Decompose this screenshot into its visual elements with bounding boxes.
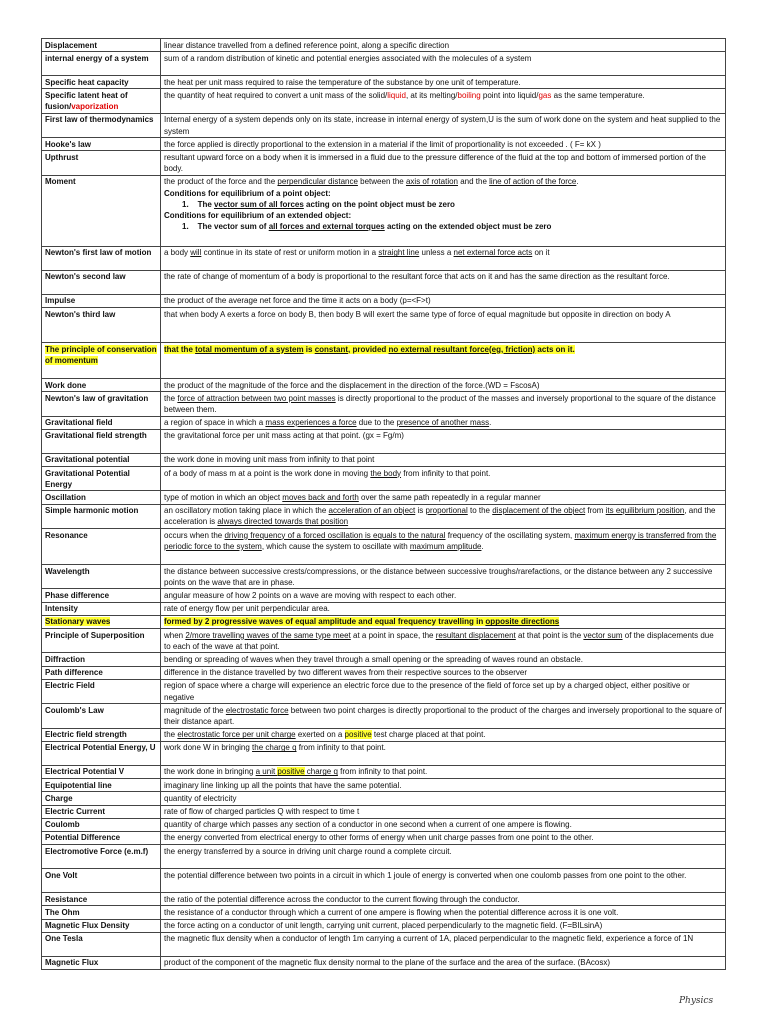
term-cell: Electrical Potential Energy, U (42, 741, 161, 765)
table-row (42, 39, 726, 52)
keyword-underlined: all forces and external torques (268, 222, 385, 232)
definition-text: a region of space in which a (164, 418, 266, 428)
definition-text: formed by 2 progressive waves of equal amplitude and equal frequency travelling in (164, 617, 486, 627)
term-cell: Resistance (42, 893, 161, 906)
keyword-red: boiling (457, 90, 481, 100)
term-cell: Potential Difference (42, 831, 161, 844)
definition-text: at a point in space, the (350, 630, 436, 640)
definition-cell: the rate of change of momentum of a body is proportional to the resultant force that acts on it and has the same direction as the resultant force. (161, 270, 726, 294)
table-row (42, 629, 726, 653)
keyword-underlined: net external force acts (453, 248, 533, 258)
term-cell: Gravitational potential (42, 453, 161, 466)
table-row (42, 792, 726, 805)
table-row (42, 589, 726, 602)
definition-cell: the energy converted from electrical energy to other forms of energy when unit charge passes from one point to the other. (161, 831, 726, 844)
definition-cell: sum of a random distribution of kinetic and potential energies associated with the molecules of a system (161, 52, 726, 76)
keyword-underlined: force of attraction between two point masses (177, 393, 336, 403)
definition-text: . (489, 418, 492, 428)
definition-text: the work done in bringing (164, 767, 256, 777)
keyword-underlined: will (190, 248, 202, 258)
definition-text: from infinity to that point. (401, 468, 491, 478)
definition-text: the (164, 730, 178, 740)
definition-text: from (585, 506, 606, 516)
definition-cell (161, 416, 726, 429)
term-cell: Wavelength (42, 565, 161, 589)
term-cell: Resonance (42, 529, 161, 565)
keyword-red: gas (538, 90, 552, 100)
definition-text: the quantity of heat required to convert a unit mass of the solid/ (164, 90, 388, 100)
definition-cell: the resistance of a conductor through which a current of one ampere is flowing when the potential difference across it is one volt. (161, 906, 726, 919)
keyword-underlined: always directed towards that position (217, 517, 349, 527)
condition-item (164, 199, 722, 210)
definition-text: , at its melting/ (405, 90, 458, 100)
definition-text: . (576, 177, 579, 187)
term-cell (42, 343, 161, 379)
table-row (42, 491, 726, 504)
definition-text: work done W in bringing (164, 743, 253, 753)
keyword-underlined: straight line (378, 248, 420, 258)
keyword-underlined: mass experiences a force (265, 418, 357, 428)
definition-text: , provided (348, 344, 389, 354)
table-row (42, 175, 726, 246)
definition-cell: rate of energy flow per unit perpendicular area. (161, 602, 726, 615)
term-cell: Newton's first law of motion (42, 246, 161, 270)
definition-text: the product of the force and the (164, 177, 278, 187)
table-row (42, 343, 726, 379)
definition-cell: that when body A exerts a force on body B, then body B will exert the same type of force of equal magnitude but opposite in direction on body A (161, 308, 726, 343)
definition-cell: quantity of charge which passes any section of a conductor in one second when a current of one ampere is flowing. (161, 818, 726, 831)
definitions-table (41, 38, 726, 970)
definition-cell: the ratio of the potential difference across the conductor to the current flowing through the conductor. (161, 893, 726, 906)
definition-cell (161, 529, 726, 565)
definition-cell: the force acting on a conductor of unit length, carrying unit current, placed perpendicularly to the magnetic field. (F=BILsinA) (161, 919, 726, 932)
term-cell: Oscillation (42, 491, 161, 504)
table-row (42, 602, 726, 615)
definition-cell: the gravitational force per unit mass acting at that point. (gx = Fg/m) (161, 429, 726, 453)
definition-text: on it (532, 248, 550, 258)
definition-text: magnitude of the (164, 705, 226, 715)
definition-cell (161, 704, 726, 728)
table-row (42, 246, 726, 270)
term-highlight-red: vaporization (71, 102, 119, 112)
table-row (42, 565, 726, 589)
term-cell: Gravitational field (42, 416, 161, 429)
definition-cell (161, 175, 726, 246)
definition-highlighted (164, 345, 575, 354)
keyword-underlined: maximum energy is transferred from the periodic force to the system (164, 530, 717, 551)
keyword-underlined: presence of another mass (396, 418, 490, 428)
condition-text: The vector sum of (197, 222, 269, 232)
definition-cell (161, 504, 726, 528)
definition-text: the (164, 393, 178, 403)
table-row (42, 138, 726, 151)
keyword-underlined: proportional (425, 506, 468, 516)
definition-cell: imaginary line linking up all the points that have the same potential. (161, 779, 726, 792)
definition-highlighted (164, 617, 559, 626)
keyword-underlined: acceleration of an object (328, 506, 416, 516)
definition-cell: the magnetic flux density when a conductor of length 1m carrying a current of 1A, placed perpendicular to the magnetic field, experience a force of 1N (161, 932, 726, 956)
table-row (42, 308, 726, 343)
definition-cell: the product of the average net force and the time it acts on a body (p=<F>t) (161, 294, 726, 307)
table-row (42, 932, 726, 956)
definition-text: between the (357, 177, 406, 187)
keyword-underlined: moves back and forth (282, 492, 359, 502)
table-row (42, 615, 726, 628)
table-row (42, 379, 726, 392)
definition-cell (161, 741, 726, 765)
table-row (42, 704, 726, 728)
term-cell: Electric Current (42, 805, 161, 818)
keyword-underlined: constant (314, 344, 349, 354)
definition-text: occurs when the (164, 530, 225, 540)
definition-cell: the product of the magnitude of the force and the displacement in the direction of the force.(WD = FscosA) (161, 379, 726, 392)
term-cell: Path difference (42, 666, 161, 679)
definition-cell: the work done in moving unit mass from infinity to that point (161, 453, 726, 466)
table-row (42, 270, 726, 294)
condition-text: acting on the point object must be zero (303, 199, 455, 209)
keyword-underlined: the charge q (252, 743, 297, 753)
table-row (42, 779, 726, 792)
definition-cell: difference in the distance travelled by two different waves from their respective sources to the observer (161, 666, 726, 679)
table-row (42, 869, 726, 893)
definition-text: due to the (356, 418, 397, 428)
term-highlighted: The principle of conservation of momentum (45, 344, 157, 365)
table-row (42, 666, 726, 679)
definition-text: charge q (304, 767, 338, 777)
definition-cell: quantity of electricity (161, 792, 726, 805)
table-row (42, 392, 726, 416)
term-cell: Principle of Superposition (42, 629, 161, 653)
definition-cell: resultant upward force on a body when it is immersed in a fluid due to the pressure difference of the fluid at the top and bottom of immersed portion of the body. (161, 151, 726, 175)
term-cell: Newton's law of gravitation (42, 392, 161, 416)
definition-text: frequency of the oscillating system, (445, 530, 575, 540)
keyword-underlined: electrostatic force per unit charge (177, 730, 296, 740)
definition-text: from infinity to that point. (296, 743, 386, 753)
term-cell: Newton's second law (42, 270, 161, 294)
definition-text: a body (164, 248, 191, 258)
table-row (42, 893, 726, 906)
term-cell: Work done (42, 379, 161, 392)
keyword-underlined: opposite directions (485, 617, 560, 627)
definition-cell (161, 467, 726, 491)
keyword-underlined: perpendicular distance (277, 177, 358, 187)
definition-cell: the potential difference between two points in a circuit in which 1 joule of energy is converted when one coulomb passes from one point to the other. (161, 869, 726, 893)
term-cell: Upthrust (42, 151, 161, 175)
term-cell (42, 89, 161, 113)
signature: Physics (679, 996, 714, 1006)
definition-cell: angular measure of how 2 points on a wave are moving with respect to each other. (161, 589, 726, 602)
definition-cell: bending or spreading of waves when they travel through a small opening or the spreading of waves round an obstacle. (161, 653, 726, 666)
definition-text: unless a (419, 248, 454, 258)
table-row (42, 294, 726, 307)
term-cell: Displacement (42, 39, 161, 52)
keyword-underlined: maximum amplitude (409, 541, 482, 551)
table-row (42, 52, 726, 76)
definition-text: is (415, 506, 426, 516)
term-cell: Magnetic Flux Density (42, 919, 161, 932)
definition-text: continue in its state of rest or uniform motion in a (201, 248, 379, 258)
term-cell: One Volt (42, 869, 161, 893)
definition-cell: the distance between successive crests/compressions, or the distance between successive troughs/rarefactions, or the distance between any 2 successive points on the wave that are in phase. (161, 565, 726, 589)
definition-text: , and the acceleration is (164, 506, 716, 527)
term-cell (42, 615, 161, 628)
table-row (42, 805, 726, 818)
definition-cell: rate of flow of charged particles Q with respect to time t (161, 805, 726, 818)
definition-cell: the force applied is directly proportional to the extension in a material if the limit of proportionality is not exceeded . ( F= kX ) (161, 138, 726, 151)
keyword-highlighted: positive (344, 730, 372, 740)
table-row (42, 831, 726, 844)
definition-cell: the energy transferred by a source in driving unit charge round a complete circuit. (161, 845, 726, 869)
term-cell: Electric field strength (42, 728, 161, 741)
table-row (42, 151, 726, 175)
definition-cell: Internal energy of a system depends only on its state, increase in internal energy of system,U is the sum of work done on the system and heat supplied to the system (161, 113, 726, 137)
term-cell: Gravitational Potential Energy (42, 467, 161, 491)
table-row (42, 416, 726, 429)
term-cell: Intensity (42, 602, 161, 615)
table-row (42, 504, 726, 528)
definition-text: from infinity to that point. (337, 767, 428, 777)
term-cell: Electrical Potential V (42, 765, 161, 778)
term-cell: Newton's third law (42, 308, 161, 343)
keyword-underlined: vector sum (583, 630, 623, 640)
term-cell: Simple harmonic motion (42, 504, 161, 528)
term-cell: Charge (42, 792, 161, 805)
definition-cell: product of the component of the magnetic flux density normal to the plane of the surface and the area of the surface. (BAcosx) (161, 956, 726, 969)
table-row (42, 453, 726, 466)
table-row (42, 765, 726, 778)
keyword-underlined: displacement of the object (492, 506, 586, 516)
definition-cell: linear distance travelled from a defined reference point, along a specific direction (161, 39, 726, 52)
definition-text: of the displacements due to each of the wave at that point. (164, 630, 714, 651)
table-row (42, 76, 726, 89)
keyword-underlined: vector sum of all forces (214, 199, 304, 209)
table-row (42, 529, 726, 565)
definition-cell (161, 765, 726, 778)
table-row (42, 845, 726, 869)
definition-cell (161, 615, 726, 628)
term-cell: Impulse (42, 294, 161, 307)
keyword-underlined: no external resultant force(eg, friction) (388, 344, 536, 354)
definition-text: , which cause the system to oscillate with (261, 541, 410, 551)
definition-cell (161, 728, 726, 741)
definition-text: . (481, 541, 484, 551)
definition-text: an oscillatory motion taking place in which the (164, 506, 329, 516)
table-row (42, 906, 726, 919)
condition-text: The (197, 199, 215, 209)
definition-text: that the (164, 344, 196, 354)
definition-text: when (164, 630, 186, 640)
term-cell: Diffraction (42, 653, 161, 666)
definition-cell (161, 89, 726, 113)
definition-text: exerted on a (295, 730, 345, 740)
item-number: 1. (182, 222, 189, 232)
definition-text: a unit (255, 767, 278, 777)
item-number: 1. (182, 199, 189, 209)
term-cell: Equipotential line (42, 779, 161, 792)
table-row (42, 89, 726, 113)
definition-cell (161, 491, 726, 504)
condition-heading: Conditions for equilibrium of an extended object: (164, 210, 352, 220)
definition-cell (161, 246, 726, 270)
table-row (42, 653, 726, 666)
term-cell: One Tesla (42, 932, 161, 956)
table-row (42, 679, 726, 703)
keyword-underlined: 2/more travelling waves of the same type meet (185, 630, 351, 640)
term-cell: Moment (42, 175, 161, 246)
condition-text: acting on the extended object must be zero (384, 222, 552, 232)
term-cell: Gravitational field strength (42, 429, 161, 453)
term-cell: Specific heat capacity (42, 76, 161, 89)
definition-cell: region of space where a charge will experience an electric force due to the presence of the field of force set up by a charged object, either positive or negative (161, 679, 726, 703)
keyword-underlined: line of action of the force (489, 177, 577, 187)
term-cell: First law of thermodynamics (42, 113, 161, 137)
term-cell: Magnetic Flux (42, 956, 161, 969)
table-row (42, 919, 726, 932)
definition-text: at that point is the (515, 630, 584, 640)
definition-text: test charge placed at that point. (371, 730, 486, 740)
definition-cell (161, 343, 726, 379)
keyword-highlighted: positive (277, 767, 305, 777)
keyword-underlined: resultant displacement (435, 630, 516, 640)
keyword-underlined: total momentum of a system (195, 344, 304, 354)
term-cell: Hooke's law (42, 138, 161, 151)
condition-item (164, 221, 722, 232)
table-row (42, 818, 726, 831)
keyword-underlined: the body (370, 468, 402, 478)
table-row (42, 741, 726, 765)
definition-text: to the (467, 506, 493, 516)
table-row (42, 113, 726, 137)
definition-text: of a body of mass m at a point is the work done in moving (164, 468, 371, 478)
table-row (42, 956, 726, 969)
definition-cell (161, 392, 726, 416)
definition-text: over the same path repeatedly in a regular manner (358, 492, 541, 502)
term-highlighted: Stationary waves (45, 617, 111, 627)
keyword-underlined: axis of rotation (405, 177, 458, 187)
keyword-underlined: its equilibrium position (605, 506, 685, 516)
term-cell: The Ohm (42, 906, 161, 919)
term-cell: Electric Field (42, 679, 161, 703)
condition-heading: Conditions for equilibrium of a point object: (164, 188, 331, 198)
keyword-red: liquid (387, 90, 406, 100)
term-cell: Phase difference (42, 589, 161, 602)
definitions-sheet (41, 38, 726, 970)
term-cell: Electromotive Force (e.m.f) (42, 845, 161, 869)
definition-text: and the (458, 177, 490, 187)
keyword-underlined: electrostatic force (225, 705, 289, 715)
term-cell: Coulomb (42, 818, 161, 831)
definition-text: acts on it. (535, 344, 575, 354)
definition-text: as the same temperature. (551, 90, 645, 100)
definition-text: between two point charges is directly proportional to the product of the charges and inversely proportional to the square of their distance apart. (164, 705, 722, 726)
definition-cell (161, 629, 726, 653)
term-cell: internal energy of a system (42, 52, 161, 76)
keyword-underlined: driving frequency of a forced oscillation is equals to the natural (224, 530, 446, 540)
term-cell: Coulomb's Law (42, 704, 161, 728)
table-row (42, 728, 726, 741)
definition-text: is directly proportional to the product of the masses and inversely proportional to the square of the distance between them. (164, 393, 716, 414)
term-text: Specific latent heat of fusion/ (45, 90, 128, 112)
table-row (42, 429, 726, 453)
definition-text: type of motion in which an object (164, 492, 283, 502)
definition-text: is (303, 344, 315, 354)
keyword-underlined (256, 767, 338, 776)
table-row (42, 467, 726, 491)
definition-cell: the heat per unit mass required to raise the temperature of the substance by one unit of temperature. (161, 76, 726, 89)
definition-text: point into liquid/ (480, 90, 539, 100)
